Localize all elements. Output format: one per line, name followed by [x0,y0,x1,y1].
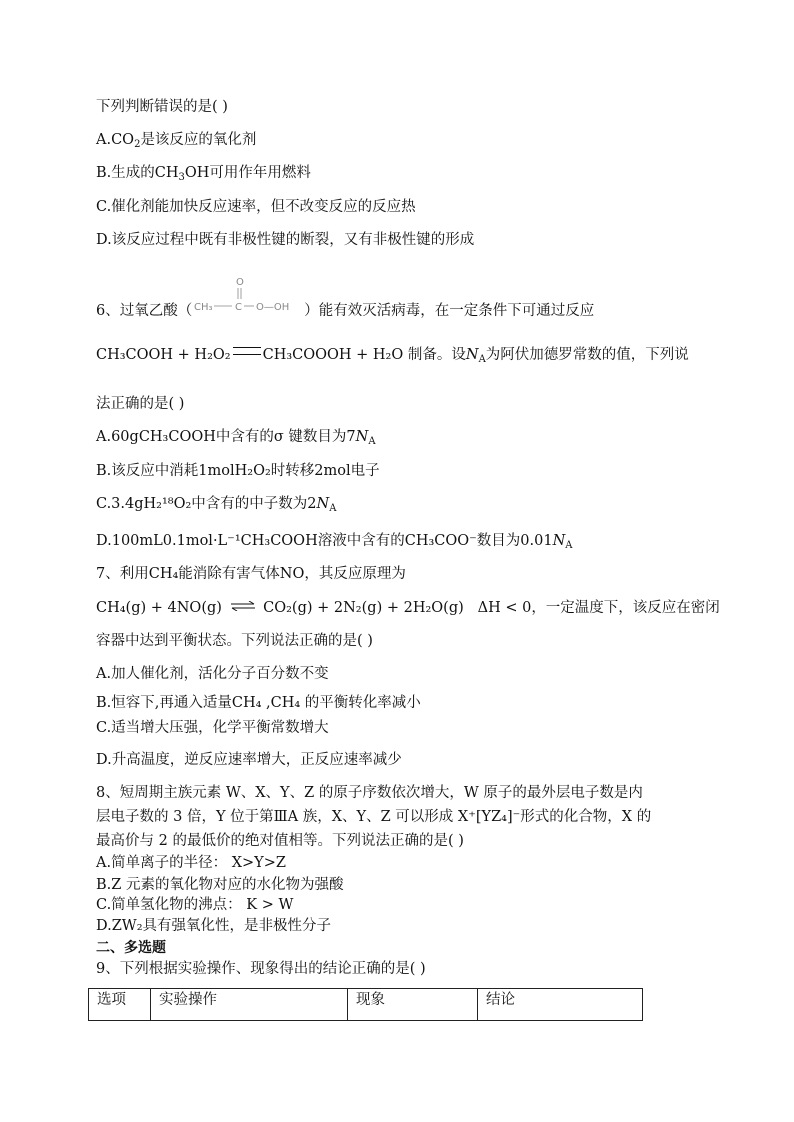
q7-intro: 7、利用CH₄能消除有害气体NO，其反应原理为 [96,566,406,582]
peracetic-acid-structure [192,277,304,321]
table-header-cell: 选项 [89,989,151,1021]
q8-option-a: A.简单离子的半径： X>Y>Z [96,855,286,871]
q7-equation: CH₄(g) + 4NO(g) CO₂(g) + 2N₂(g) + 2H₂O(g) ΔH < 0，一定温度下，该反应在密闭 [96,600,720,616]
q6-stem-end: 法正确的是( ) [96,396,185,412]
table-header-row [89,989,643,1021]
table-header-cell: 结论 [478,989,643,1021]
structure-c: C [235,302,243,313]
q8-line-2: 层电子数的 3 倍，Y 位于第ⅢA 族，X、Y、Z 可以形成 X⁺[YZ₄]⁻形式的化合物，X 的 [96,809,652,825]
q5-option-d: D.该反应过程中既有非极性键的断裂，又有非极性键的形成 [96,232,475,248]
table-header-cell: 现象 [348,989,478,1021]
q7-option-b: B.恒容下,再通入适量CH₄ ,CH₄ 的平衡转化率减小 [96,695,421,711]
experiment-table [88,988,643,1021]
q7-option-a: A.加人催化剂，活化分子百分数不变 [96,666,329,682]
q6-intro: 6、过氧乙酸（ O CH₃ C O—OH ）能有效灭活病毒，在一定条件下可通过反应 [96,277,595,319]
q9-stem: 9、下列根据实验操作、现象得出的结论正确的是( ) [96,961,426,977]
structure-ch3: CH₃ [194,302,213,313]
q7-option-c: C.适当增大压强，化学平衡常数增大 [96,720,329,736]
q5-option-b: B.生成的$CH_3OH$可用作年用燃料 [96,165,311,183]
q6-equation: CH₃COOH + H₂O₂ CH₃COOOH + H₂O 制备。设$N_A$为阿伏加德罗常数的值，下列说 [96,347,689,365]
q8-line-1: 8、短周期主族元素 W、X、Y、Z 的原子序数依次增大，W 原子的最外层电子数是内 [96,785,643,801]
table-header-cell: 实验操作 [151,989,348,1021]
q5-option-a: $A.CO_2$是该反应的氧化剂 [96,132,257,150]
q8-option-c: C.简单氢化物的沸点： K > W [96,897,294,913]
q6-option-c: C.3.4gH₂¹⁸O₂中含有的中子数为$2N_A$ [96,496,337,514]
q8-line-3: 最高价与 2 的最低价的绝对值相等。下列说法正确的是( ) [96,833,464,849]
structure-o-top: O [236,277,245,288]
q5-stem: 下列判断错误的是( ) [96,99,228,115]
q6-option-a: A.60gCH₃COOH中含有的σ 键数目为$7N_A$ [96,429,376,447]
equals-sign [233,347,261,355]
q7-option-d: D.升高温度，逆反应速率增大，正反应速率减少 [96,752,402,768]
q7-stem-end: 容器中达到平衡状态。下列说法正确的是( ) [96,633,373,649]
structure-rest: O—OH [256,302,290,313]
q8-option-d: D.ZW₂具有强氧化性，是非极性分子 [96,918,332,934]
q6-option-b: B.该反应中消耗1molH₂O₂时转移2mol电子 [96,463,380,479]
q8-option-b: B.Z 元素的氧化物对应的水化物为强酸 [96,877,344,893]
q5-option-c: C.催化剂能加快反应速率，但不改变反应的反应热 [96,199,416,215]
q6-option-d: D.100mL0.1mol·L⁻¹CH₃COOH溶液中含有的CH₃COO⁻数目为$0.01N_A$ [96,533,573,551]
equilibrium-arrow-icon [230,601,256,611]
section-heading: 二、多选题 [96,940,166,956]
